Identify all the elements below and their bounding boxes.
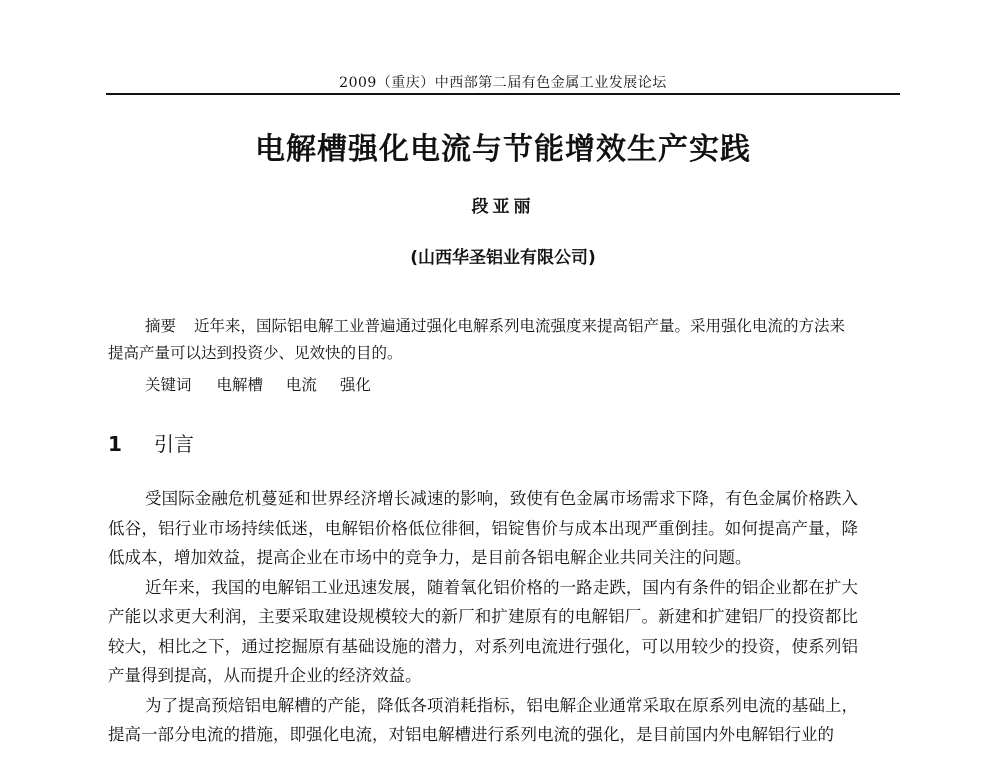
header-rule: [106, 93, 900, 95]
author-name: 段亚丽: [471, 197, 535, 217]
keywords: [145, 372, 389, 399]
body-paragraph: 近年来，我国的电解铝工业迅速发展，随着氧化铝价格的一路走跌，国内有条件的铝企业都在扩大产能以求更大利润，主要采取建设规模较大的新厂和扩建原有的电解铝厂。新建和扩建铝厂的投资都比较大，相比之下，通过挖掘原有基础设施的潜力，对系列电流进行强化，可以用较少的投资，使系列铝产量得到提高，从而提升企业的经济效益。: [108, 577, 858, 685]
keyword-item: 强化: [339, 376, 371, 394]
body-paragraph: 为了提高预焙铝电解槽的产能，降低各项消耗指标，铝电解企业通常采取在原系列电流的基础上，提高一部分电流的措施，即强化电流，对铝电解槽进行系列电流的强化，是目前国内外电解铝行业的: [108, 695, 858, 744]
body-paragraph: 受国际金融危机蔓延和世界经济增长减速的影响，致使有色金属市场需求下降，有色金属价格跌入低谷，铝行业市场持续低迷，电解铝价格低位徘徊，铝锭售价与成本出现严重倒挂。如何提高产量，降低成本，增加效益，提高企业在市场中的竞争力，是目前各铝电解企业共同关注的问题。: [108, 489, 858, 567]
section-title: 引言: [154, 432, 194, 456]
body-text: [108, 484, 858, 750]
paper-title: 电解槽强化电流与节能增效生产实践: [255, 132, 751, 167]
abstract: [108, 313, 858, 367]
keyword-item: 电解槽: [216, 376, 263, 394]
author-affiliation: (山西华圣铝业有限公司): [410, 248, 596, 268]
keywords-label: 关键词: [145, 376, 192, 394]
abstract-label: 摘要: [145, 317, 177, 335]
abstract-text: 近年来，国际铝电解工业普遍通过强化电解系列电流强度来提高铝产量。采用强化电流的方法来提高产量可以达到投资少、见效快的目的。: [108, 317, 846, 362]
keyword-item: 电流: [285, 376, 317, 394]
section-number: 1: [108, 432, 122, 456]
running-header: 2009（重庆）中西部第二届有色金属工业发展论坛: [339, 75, 667, 91]
section-heading: [108, 428, 194, 457]
